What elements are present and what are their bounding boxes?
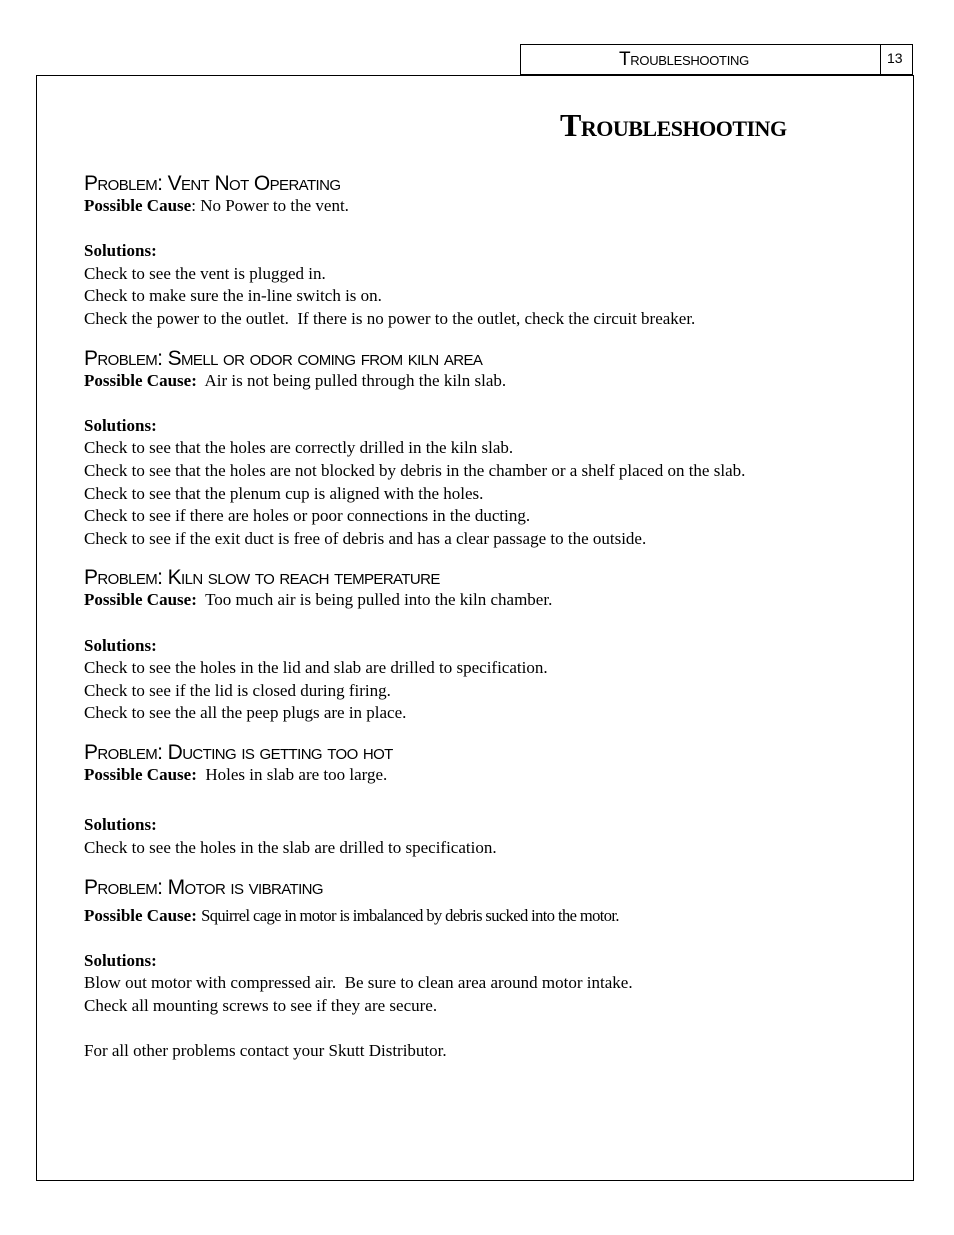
possible-cause	[84, 905, 884, 928]
page-title: Troubleshooting	[560, 107, 787, 143]
possible-cause	[84, 370, 884, 393]
problem-section	[84, 564, 884, 725]
solution-line: Check to see the all the peep plugs are in place.	[84, 703, 407, 723]
problem-heading: Problem: Motor is vibrating	[84, 875, 323, 899]
possible-cause-text: Holes in slab are too large.	[205, 764, 388, 784]
page-number-box	[880, 44, 913, 75]
problem-section	[84, 170, 884, 331]
possible-cause-separator	[197, 590, 205, 609]
solution-line: Check to see that the plenum cup is aligned with the holes.	[84, 483, 484, 503]
spacer	[84, 927, 884, 950]
troubleshooting-content	[84, 170, 884, 1080]
problem-heading: Problem: Ducting is getting too hot	[84, 740, 393, 764]
page-number: 13	[887, 50, 903, 66]
spacer	[84, 392, 884, 415]
solutions-label: Solutions:	[84, 415, 157, 435]
spacer	[84, 218, 884, 241]
solution-line: Check to see that the holes are not blocked by debris in the chamber or a shelf placed on the slab.	[84, 460, 746, 480]
possible-cause-label: Possible Cause:	[84, 764, 197, 784]
problem-heading: Problem: Vent Not Operating	[84, 172, 341, 195]
solution-line: Check to see if the lid is closed during firing.	[84, 680, 391, 700]
solution-line: Check to make sure the in-line switch is on.	[84, 286, 382, 306]
possible-cause	[84, 589, 884, 612]
problem-section	[84, 874, 884, 1063]
running-header	[520, 44, 881, 75]
possible-cause-label: Possible Cause:	[84, 370, 197, 390]
solution-line: Check to see the holes in the lid and slab are drilled to specification.	[84, 658, 548, 678]
possible-cause-separator: :	[191, 196, 201, 215]
spacer	[84, 1018, 884, 1041]
solutions-label: Solutions:	[84, 241, 157, 261]
spacer	[84, 786, 884, 814]
solution-line: Check to see the holes in the slab are drilled to specification.	[84, 838, 497, 858]
possible-cause	[84, 764, 884, 787]
problem-heading: Problem: Kiln slow to reach temperature	[84, 566, 440, 590]
possible-cause-text: No Power to the vent.	[200, 196, 349, 215]
solutions-label: Solutions:	[84, 815, 157, 835]
spacer	[84, 612, 884, 635]
problem-section	[84, 345, 884, 551]
solution-line: Check the power to the outlet. If there is no power to the outlet, check the circuit breaker.	[84, 308, 696, 328]
solution-line: Check all mounting screws to see if they are secure.	[84, 996, 438, 1016]
possible-cause-text: Squirrel cage in motor is imbalanced by debris sucked into the motor.	[201, 905, 619, 925]
possible-cause-label: Possible Cause:	[84, 905, 197, 925]
problem-section	[84, 739, 884, 860]
solution-line: Check to see that the holes are correctly drilled in the kiln slab.	[84, 438, 514, 458]
possible-cause-text: Air is not being pulled through the kiln slab.	[204, 370, 507, 390]
solution-line: Check to see if there are holes or poor connections in the ducting.	[84, 506, 531, 526]
possible-cause	[84, 195, 884, 218]
solutions-label: Solutions:	[84, 950, 157, 970]
solution-line: Blow out motor with compressed air. Be sure to clean area around motor intake.	[84, 973, 633, 993]
solution-line: Check to see if the exit duct is free of debris and has a clear passage to the outside.	[84, 528, 647, 548]
possible-cause-label: Possible Cause	[84, 196, 192, 215]
distributor-contact-note: For all other problems contact your Skutt Distributor.	[84, 1041, 447, 1061]
solution-line: Check to see the vent is plugged in.	[84, 263, 326, 283]
solutions-label: Solutions:	[84, 635, 157, 655]
problem-heading: Problem: Smell or odor coming from kiln area	[84, 346, 483, 370]
possible-cause-text: Too much air is being pulled into the kiln chamber.	[205, 590, 553, 610]
possible-cause-label: Possible Cause:	[84, 590, 197, 610]
running-header-title: Troubleshooting	[619, 49, 749, 70]
